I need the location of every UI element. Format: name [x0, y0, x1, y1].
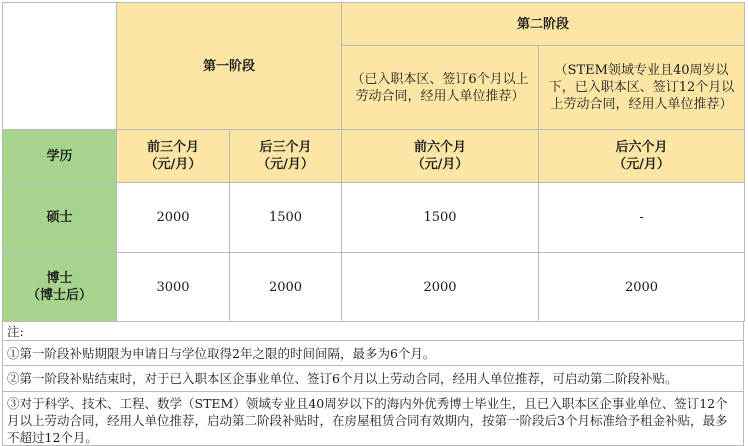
degree-sublabel: （博士后）: [26, 288, 92, 303]
note-item: ②第一阶段补贴结束时，对于已入职本区企事业单位、签订6个月以上劳动合同，经用人单位推荐，可启动第二阶段补贴。: [3, 365, 743, 391]
column-header-unit: （元/月）: [613, 157, 670, 172]
column-header-unit: （元/月）: [144, 157, 202, 172]
column-header-last-six-months: [539, 130, 745, 183]
column-header-line1: 前六个月: [414, 140, 467, 155]
corner-cell: [3, 3, 117, 130]
column-header-first-six-months: [342, 130, 539, 183]
value-cell: 1500: [230, 183, 342, 253]
notes-label: 注:: [7, 324, 24, 339]
notes-section: [2, 322, 744, 446]
column-header-line1: 后三个月: [259, 140, 312, 155]
column-header-first-three-months: [117, 130, 230, 183]
value-cell: 2000: [539, 253, 745, 322]
stage2-header: 第二阶段: [342, 3, 745, 46]
table-row-master: [3, 183, 745, 253]
value-cell: -: [539, 183, 745, 253]
column-header-line1: 前三个月: [146, 140, 199, 155]
column-header-last-three-months: [230, 130, 342, 183]
subsidy-document: [2, 2, 744, 446]
stage1-header: 第一阶段: [117, 3, 342, 130]
value-cell: 2000: [342, 253, 539, 322]
stage2-condition-a: （已入职本区、签订6个月以上劳动合同，经用人单位推荐）: [342, 46, 539, 130]
column-header-line1: 后六个月: [615, 140, 668, 155]
column-header-unit: （元/月）: [411, 157, 469, 172]
subsidy-table: [2, 2, 745, 322]
degree-label: 博士: [46, 271, 73, 286]
note-item: ①第一阶段补贴期限为申请日与学位取得2年之限的时间间隔，最多为6个月。: [3, 340, 743, 365]
degree-cell: [3, 253, 117, 322]
stage2-condition-b: （STEM领域专业且40周岁以下，已入职本区、签订12个月以上劳动合同，经用人单位推荐）: [539, 46, 745, 130]
value-cell: 2000: [230, 253, 342, 322]
value-cell: 1500: [342, 183, 539, 253]
value-cell: 2000: [117, 183, 230, 253]
table-row-doctor: [3, 253, 745, 322]
column-header-unit: （元/月）: [257, 157, 314, 172]
degree-column-header: 学历: [3, 130, 117, 183]
degree-cell: [3, 183, 117, 253]
degree-label: 硕士: [46, 210, 73, 225]
note-item: ③对于科学、技术、工程、数学（STEM）领域专业且40周岁以下的海内外优秀博士毕业生，且已入职本区企事业单位、签订12个月以上劳动合同，经用人单位推荐，启动第二阶段补贴时，在房屋租赁合同有效期内，按第一阶段后3个月标准给予租金补贴，最多不超过12个月。: [3, 391, 743, 445]
value-cell: 3000: [117, 253, 230, 322]
